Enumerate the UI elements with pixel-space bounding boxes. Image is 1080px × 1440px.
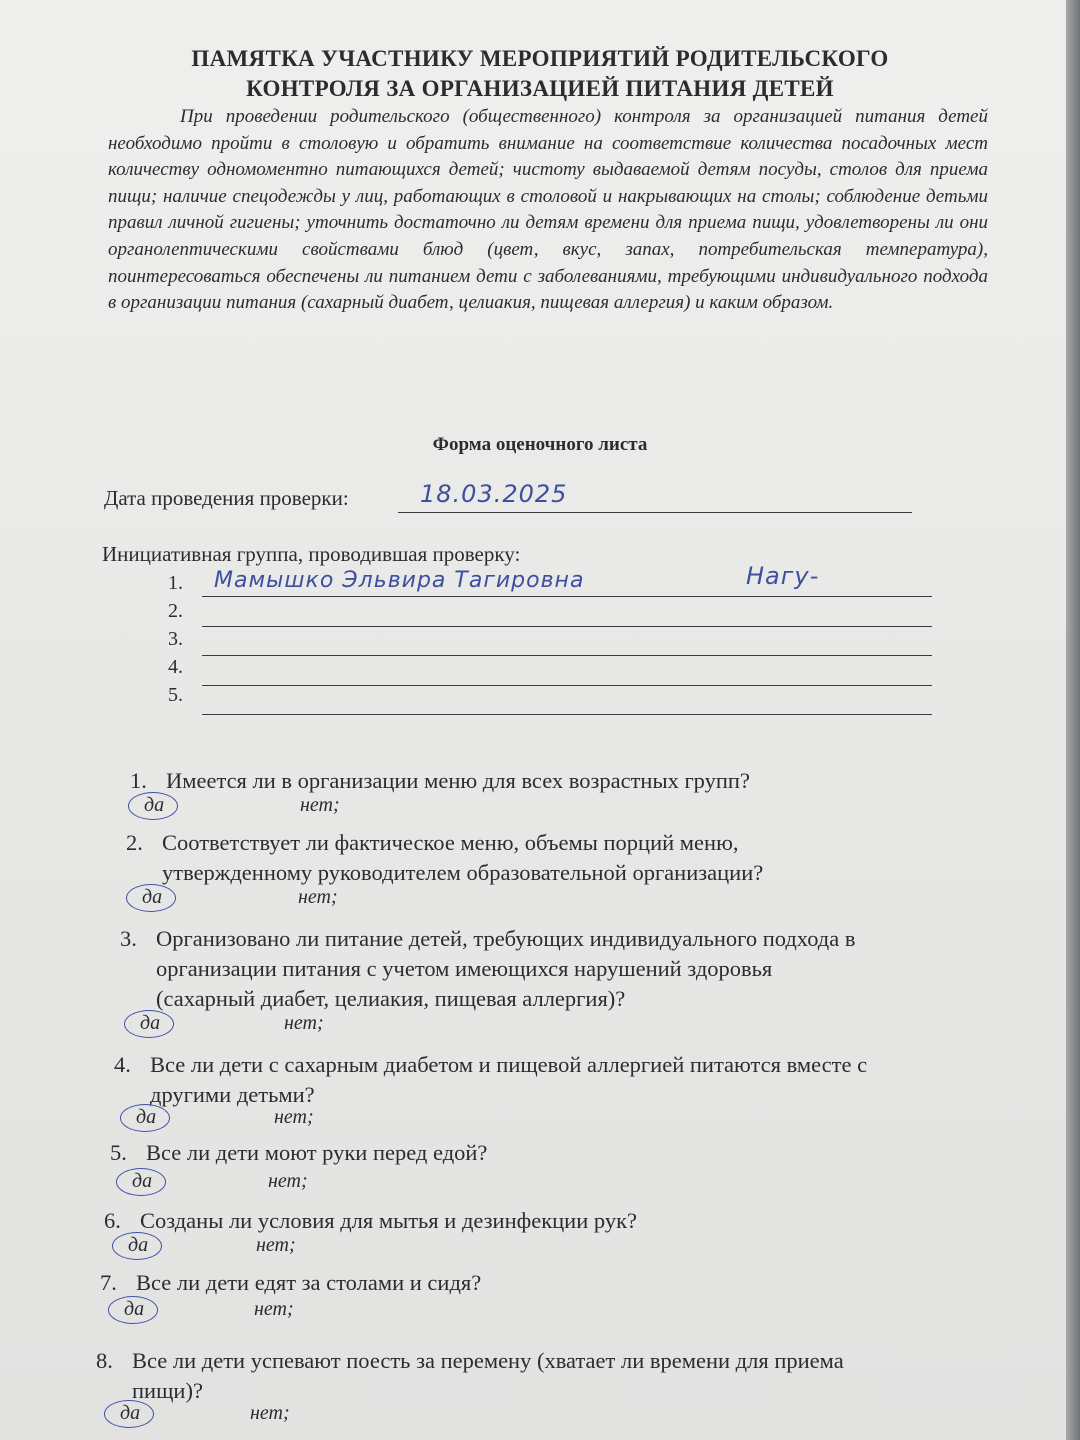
answer-no-option[interactable]: нет; xyxy=(300,794,340,816)
answer-yes-option[interactable]: да xyxy=(136,1106,157,1128)
answer-no-option[interactable]: нет; xyxy=(254,1298,294,1320)
question-number: 3. xyxy=(120,926,137,951)
answer-no-option[interactable]: нет; xyxy=(256,1234,296,1256)
answer-yes-option[interactable]: да xyxy=(132,1170,153,1192)
question-text-line: (сахарный диабет, целиакия, пищевая аллергия)? xyxy=(156,986,626,1011)
member-signature: Нагу- xyxy=(746,562,820,590)
member-line xyxy=(202,626,932,627)
date-value[interactable]: 18.03.2025 xyxy=(420,480,568,508)
question-number: 5. xyxy=(110,1140,127,1165)
question-text-line: Имеется ли в организации меню для всех возрастных групп? xyxy=(166,768,750,793)
form-title: Форма оценочного листа xyxy=(432,434,648,455)
answer-no-option[interactable]: нет; xyxy=(284,1012,324,1034)
member-line xyxy=(202,596,932,597)
answer-no-option[interactable]: нет; xyxy=(250,1402,290,1424)
answer-circle-mark xyxy=(104,1400,154,1428)
question-text-line: Все ли дети моют руки перед едой? xyxy=(146,1140,488,1165)
question-text-line: Созданы ли условия для мытья и дезинфекции рук? xyxy=(140,1208,637,1233)
date-label: Дата проведения проверки: xyxy=(104,486,349,510)
member-line xyxy=(202,714,932,715)
question-number: 8. xyxy=(96,1348,113,1373)
question-text-line: утвержденному руководителем образовательной организации? xyxy=(162,860,764,885)
answer-no-option[interactable]: нет; xyxy=(268,1170,308,1192)
question-number: 4. xyxy=(114,1052,131,1077)
paper-edge xyxy=(1066,0,1080,1440)
answer-circle-mark xyxy=(128,792,178,820)
answer-circle-mark xyxy=(116,1168,166,1196)
member-number: 4. xyxy=(168,656,183,678)
member-line xyxy=(202,685,932,686)
date-line xyxy=(398,512,912,513)
member-number: 2. xyxy=(168,600,183,622)
answer-yes-option[interactable]: да xyxy=(128,1234,149,1256)
answer-yes-option[interactable]: да xyxy=(142,886,163,908)
member-line xyxy=(202,655,932,656)
answer-yes-option[interactable]: да xyxy=(124,1298,145,1320)
answer-circle-mark xyxy=(120,1104,170,1132)
intro-text: При проведении родительского (общественного) контроля за организацией питания детей необходимо пройти в столовую и обратить внимание на соответствие количества посадочных мест количеству одномоментно питающихся детей; чистоту выдаваемой детям посуды, столов для приема пищи; наличие спецодежды у лиц, работающих в столовой и накрывающих на столы; соблюдение детьми правил личной гигиены; уточнить достаточно ли детям времени для приема пищи, удовлетворены ли они органолептическими свойствами блюд (цвет, вкус, запах, потребительская температура), поинтересоваться обеспечены ли питанием дети с заболеваниями, требующими индивидуального подхода в организации питания (сахарный диабет, целиакия, пищевая аллергия) и каким образом. xyxy=(108,106,988,314)
question-text-line: пищи)? xyxy=(132,1378,203,1403)
question-number: 2. xyxy=(126,830,143,855)
member-number: 5. xyxy=(168,684,183,706)
answer-yes-option[interactable]: да xyxy=(120,1402,141,1424)
question-number: 1. xyxy=(130,768,147,793)
question-text-line: Все ли дети с сахарным диабетом и пищевой аллергией питаются вместе с xyxy=(150,1052,868,1077)
question-text-line: Соответствует ли фактическое меню, объемы порций меню, xyxy=(162,830,739,855)
question-text-line: Все ли дети успевают поесть за перемену (хватает ли времени для приема xyxy=(132,1348,844,1373)
group-label: Инициативная группа, проводившая проверку: xyxy=(102,542,521,566)
answer-no-option[interactable]: нет; xyxy=(298,886,338,908)
answer-yes-option[interactable]: да xyxy=(144,794,165,816)
question-text-line: организации питания с учетом имеющихся нарушений здоровья xyxy=(156,956,773,981)
question-number: 6. xyxy=(104,1208,121,1233)
document-title-line-2: КОНТРОЛЯ ЗА ОРГАНИЗАЦИЕЙ ПИТАНИЯ ДЕТЕЙ xyxy=(246,76,834,101)
answer-circle-mark xyxy=(112,1232,162,1260)
answer-circle-mark xyxy=(124,1010,174,1038)
answer-no-option[interactable]: нет; xyxy=(274,1106,314,1128)
question-text-line: Организовано ли питание детей, требующих индивидуального подхода в xyxy=(156,926,856,951)
question-text-line: Все ли дети едят за столами и сидя? xyxy=(136,1270,482,1295)
answer-circle-mark xyxy=(126,884,176,912)
member-number: 1. xyxy=(168,572,183,594)
intro-paragraph xyxy=(108,104,988,317)
answer-yes-option[interactable]: да xyxy=(140,1012,161,1034)
question-number: 7. xyxy=(100,1270,117,1295)
question-text-line: другими детьми? xyxy=(150,1082,315,1107)
document-title-line-1: ПАМЯТКА УЧАСТНИКУ МЕРОПРИЯТИЙ РОДИТЕЛЬСКОГО xyxy=(191,46,889,71)
member-number: 3. xyxy=(168,628,183,650)
answer-circle-mark xyxy=(108,1296,158,1324)
member-name[interactable]: Мамышко Эльвира Тагировна xyxy=(214,568,585,593)
